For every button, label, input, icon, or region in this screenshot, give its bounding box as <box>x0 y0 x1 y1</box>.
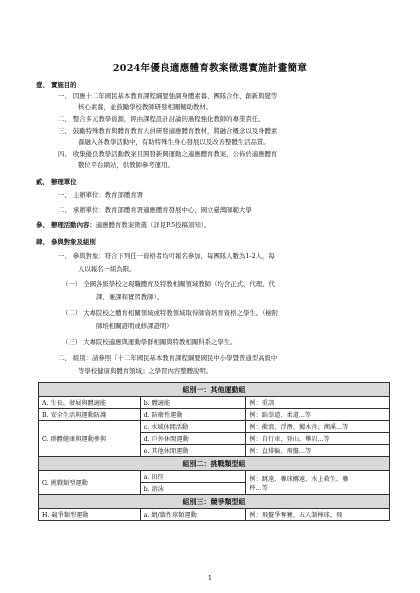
table-cell: B. 安全生活與運動防護 <box>39 409 141 421</box>
table-cell: H. 競爭類型運動 <box>39 509 141 521</box>
purpose-item-1-cont: 核心素養，並鼓勵學校教師研發相關輔助教材。 <box>78 103 213 111</box>
table-row <box>39 421 390 433</box>
page-number: 1 <box>207 574 213 582</box>
table-row <box>39 457 390 471</box>
group-3-header: 組別三：競爭類型組 <box>39 495 390 509</box>
purpose-item-4-cont: 數位平台網站，供教師參考運用。 <box>78 161 174 169</box>
table-cell: 例：跆拳道、柔道...等 <box>246 409 390 421</box>
table-cell: a. 網/牆性球類運動 <box>140 509 246 521</box>
participant-line-6: 師培相關證明或修課證明） <box>96 322 173 330</box>
unit-executor: 二、 承辦單位：教育部體育署適應體育發展中心、國立臺灣師範大學 <box>58 206 252 214</box>
table-cell: b. 體適能 <box>140 397 246 409</box>
table-row <box>39 383 390 397</box>
purpose-item-3-cont: 養融入各教學活動中，有助特殊生身心發展以及改善整體生活品質。 <box>78 138 270 146</box>
group-2-header: 組別二：挑戰類型組 <box>39 457 390 471</box>
section-heading-units: 貳、 辦理單位 <box>36 178 77 186</box>
activity-content: 適應體育教案徵選（詳見P.5投稿須知）。 <box>95 221 211 229</box>
participant-line-4: 課、兼課和實習教師）。 <box>96 293 164 301</box>
section-heading-participants: 肆、 參與對象及組別 <box>36 238 96 246</box>
participant-line-7: （三） 大專院校適應與運動學群相關與特教相關科系之學生。 <box>62 338 237 346</box>
example-text: 例：跳遠、疊球擲遠、水上救生、疊 <box>249 475 349 483</box>
participant-line-5: （二） 大專院校之體育相關領域或特教領域取得師資培育資格之學生。（檢附 <box>62 309 279 317</box>
document-title: 2024年優良適應體育教案徵選實施計畫簡章 <box>112 63 308 74</box>
unit-organizer: 一、 主辦單位：教育部體育署 <box>58 191 144 199</box>
table-row <box>39 495 390 509</box>
participant-line-8: 二、 組別：請參照『十二年國民基本教育課程綱要國民中小學暨普通型高級中 <box>58 354 278 362</box>
section-heading-purpose: 壹、 實施目的 <box>36 81 77 89</box>
table-cell: A. 生長、發展與體適能 <box>39 397 141 409</box>
table-row <box>39 509 390 521</box>
table-cell: 例：重訓 <box>246 397 390 409</box>
table-cell: 例：自行車、登山、攀岩…等 <box>246 433 390 445</box>
table-cell: C. 群體健康與運動參與 <box>39 421 141 457</box>
purpose-item-1: 一、 因應十二年國民基本教育課程綱要強調身體素養、團隊合作、創新與變等 <box>58 92 278 100</box>
table-cell: d. 戶外休閒運動 <box>140 433 246 445</box>
table-cell: c. 水域休閒活動 <box>140 421 246 433</box>
table-row <box>39 397 390 409</box>
table-row <box>39 471 390 483</box>
section-heading-activity: 參、 辦理活動內容： <box>36 221 96 229</box>
table-row <box>39 409 390 421</box>
participant-line-1: 一、 參與對象：符合下列任一資格者均可報名參加，每團隊人數為1-2人，每 <box>58 252 275 260</box>
example-text-cont: 杯…等 <box>249 484 268 492</box>
activity-line <box>36 221 210 229</box>
table-cell <box>246 471 390 495</box>
purpose-item-3: 三、 鼓勵特殊教育與體育教育人員研發適應體育教材，將融合概念以及身體素 <box>58 127 278 135</box>
table-cell: e. 其他休閒運動 <box>140 445 246 457</box>
group-1-header: 組別一：其他運動組 <box>39 383 390 397</box>
table-cell: G. 挑戰類型運動 <box>39 471 141 495</box>
groups-table <box>38 382 390 521</box>
table-cell: 例：飛盤爭奪賽、五人制棒球、飛 <box>246 509 390 521</box>
table-cell: d. 防衛性運動 <box>140 409 246 421</box>
table-cell: b. 游泳 <box>140 483 246 495</box>
table-cell: 例：直排輪、飛盤…等 <box>246 445 390 457</box>
table-cell: a. 田徑 <box>140 471 246 483</box>
participant-line-3: （一） 全國各級學校之現職體育及特教相關領域教師（均含正式、代理、代 <box>62 280 275 288</box>
participant-line-9: 等學校健康與體育領域』之學習內容整體說明。 <box>78 367 213 375</box>
participant-line-2: 人以報名一組為限。 <box>78 265 136 273</box>
purpose-item-2: 二、 整合多元教學資源，經由課程設計討論的過程強化教師的專業責任。 <box>58 115 265 123</box>
purpose-item-4: 四、 收集優良教學活動教案且開發新興運動之適應體育教案，公佈於適應體育 <box>58 150 278 158</box>
table-cell: 例：衝浪、浮潛、獨木舟、溯溪…等 <box>246 421 390 433</box>
